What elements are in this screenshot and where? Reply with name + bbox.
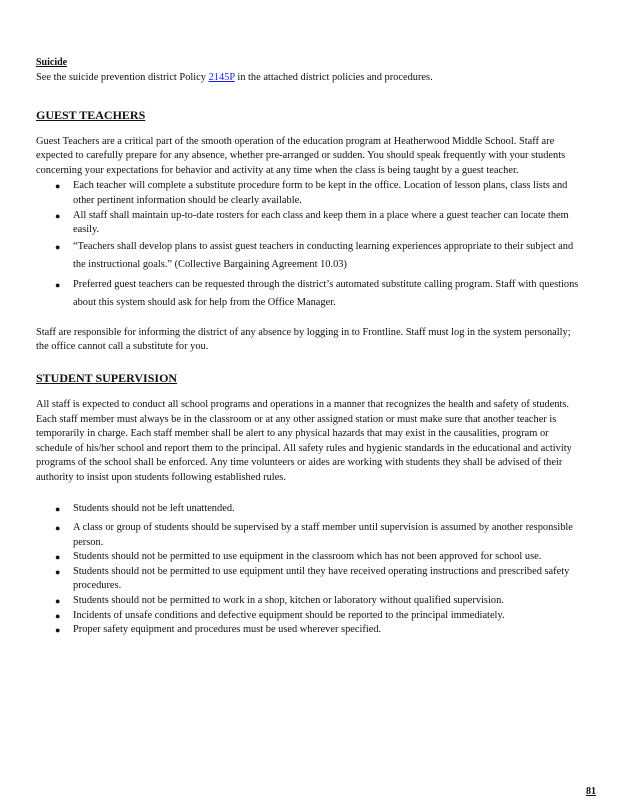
list-item — [55, 238, 584, 274]
list-item-text: Students should not be left unattended. — [73, 502, 235, 514]
student-supervision-heading: STUDENT SUPERVISION — [36, 370, 178, 385]
suicide-paragraph — [36, 71, 584, 86]
list-item — [55, 594, 584, 609]
bullet-icon: ● — [55, 610, 61, 621]
bullet-icon: ● — [55, 523, 61, 534]
list-item — [55, 623, 584, 638]
guest-teachers-heading: GUEST TEACHERS — [36, 107, 146, 122]
suicide-text-before: See the suicide prevention district Policy — [36, 72, 209, 83]
student-supervision-intro: All staff is expected to conduct all school programs and operations in a manner that recognizes the health and safety of students. Each staff member must always be in the classroom or at any other assigned station or must make sure that another teacher is temporarily in charge. Each staff member shall be alert to any physical hazards that may exist in the causalities, program or schedule of his/her school and report them to the principal. All safety rules and hygienic standards in the educational and activity programs of the school shall be enforced. Any time volunteers or aides are working with students they shall be advised of their authority to insist upon students following established rules. — [36, 398, 572, 483]
bullet-icon: ● — [55, 279, 61, 290]
list-item — [55, 179, 584, 208]
list-item — [55, 550, 584, 565]
bullet-icon: ● — [55, 503, 61, 514]
policy-2145p-link[interactable]: 2145P — [208, 72, 235, 83]
list-item-text: A class or group of students should be supervised by a staff member until supervision is assumed by another responsible person. — [73, 522, 573, 548]
list-item — [55, 609, 584, 624]
bullet-icon: ● — [55, 552, 61, 563]
guest-teachers-intro: Guest Teachers are a critical part of the smooth operation of the education program at Heatherwood Middle School. Staff are expected to carefully prepare for any absence, whether pre-arranged or sudden. You should speak frequently with your students concerning your expectations for behavior and activity at any time when the class is being taught by a guest teacher. — [36, 135, 566, 176]
list-item — [55, 209, 584, 238]
bullet-icon: ● — [55, 241, 61, 252]
list-item-text: Incidents of unsafe conditions and defective equipment should be reported to the principal immediately. — [73, 609, 505, 621]
suicide-text-after: in the attached district policies and procedures. — [234, 72, 433, 83]
list-item-text: Preferred guest teachers can be requested through the district’s automated substitute calling program. Staff with questions about this system should ask for help from the Office Manager. — [73, 278, 579, 308]
list-item — [55, 521, 584, 550]
suicide-heading: Suicide — [36, 57, 68, 68]
student-supervision-list — [36, 502, 584, 638]
list-item-text: Students should not be permitted to work in a shop, kitchen or laboratory without qualified supervision. — [73, 595, 504, 607]
list-item-text: All staff shall maintain up-to-date rosters for each class and keep them in a place where a guest teacher can locate them easily. — [73, 209, 569, 236]
list-item — [55, 502, 584, 517]
list-item-text: “Teachers shall develop plans to assist guest teachers in conducting learning experiences appropriate to their subject and the instructional goals.” (Collective Bargaining Agreement 10.03) — [73, 240, 574, 270]
guest-teachers-closing: Staff are responsible for informing the district of any absence by logging in to Frontline. Staff must log in the system personally; the office cannot call a substitute for you. — [36, 326, 571, 353]
document-page — [36, 56, 584, 638]
bullet-icon: ● — [55, 566, 61, 577]
bullet-icon: ● — [55, 625, 61, 636]
bullet-icon: ● — [55, 210, 61, 221]
list-item — [55, 565, 584, 594]
list-item-text: Each teacher will complete a substitute procedure form to be kept in the office. Location of lesson plans, class lists and other pertinent information should be clearly available. — [73, 180, 568, 206]
list-item-text: Proper safety equipment and procedures must be used wherever specified. — [73, 624, 382, 636]
page-number: 81 — [586, 786, 596, 797]
list-item — [55, 276, 584, 312]
bullet-icon: ● — [55, 596, 61, 607]
list-item-text: Students should not be permitted to use equipment in the classroom which has not been approved for school use. — [73, 551, 542, 563]
list-item-text: Students should not be permitted to use equipment until they have received operating instructions and prescribed safety procedures. — [73, 565, 570, 592]
bullet-icon: ● — [55, 181, 61, 192]
guest-teachers-list — [36, 179, 584, 311]
